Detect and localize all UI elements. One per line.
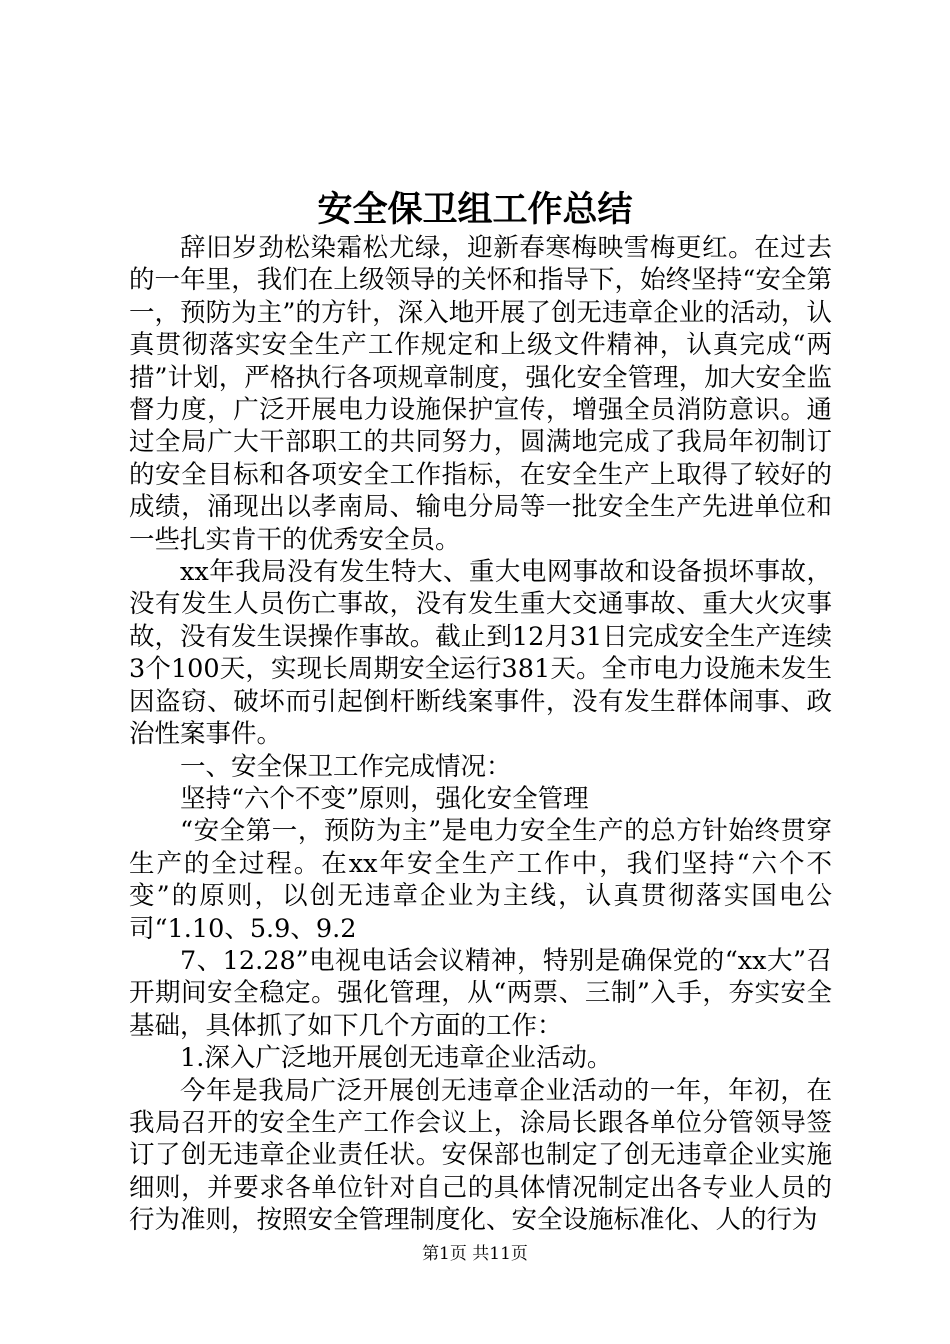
paragraph-safety-first: “安全第一，预防为主”是电力安全生产的总方针始终贯穿生产的全过程。在xx年安全生产工作中，我们坚持“六个不变”的原则，以创无违章企业为主线，认真贯彻落实国电公司“1.10、5.9、9.2 <box>129 816 832 944</box>
document-body <box>129 232 832 1237</box>
paragraph-intro: 辞旧岁劲松染霜松尤绿，迎新春寒梅映雪梅更红。在过去的一年里，我们在上级领导的关怀和指导下，始终坚持“安全第一，预防为主”的方针，深入地开展了创无违章企业的活动，认真贯彻落实安全生产工作规定和上级文件精神，认真完成“两措”计划，严格执行各项规章制度，强化安全管理，加大安全监督力度，广泛开展电力设施保护宣传，增强全员消防意识。通过全局广大干部职工的共同努力，圆满地完成了我局年初制订的安全目标和各项安全工作指标，在安全生产上取得了较好的成绩，涌现出以孝南局、输电分局等一批安全生产先进单位和一些扎实肯干的优秀安全员。 <box>129 233 832 555</box>
list-item-1: 1.深入广泛地开展创无违章企业活动。 <box>180 1043 613 1074</box>
paragraph-safety-record: xx年我局没有发生特大、重大电网事故和设备损坏事故，没有发生人员伤亡事故，没有发生重大交通事故、重大火灾事故，没有发生误操作事故。截止到12月31日完成安全生产连续3个100天，实现长周期安全运行381天。全市电力设施未发生因盗窃、破坏而引起倒杆断线案事件，没有发生群体闹事、政治性案事件。 <box>129 557 832 750</box>
paragraph-no-violation: 今年是我局广泛开展创无违章企业活动的一年，年初，在我局召开的安全生产工作会议上，涂局长跟各单位分管领导签订了创无违章企业责任状。安保部也制定了创无违章企业实施细则，并要求各单位针对自己的具体情况制定出各专业人员的行为准则，按照安全管理制度化、安全设施标准化、人的行为 <box>129 1075 832 1236</box>
paragraph-meeting-spirit: 7、12.28”电视电话会议精神，特别是确保党的“xx大”召开期间安全稳定。强化管理，从“两票、三制”入手，夯实安全基础，具体抓了如下几个方面的工作： <box>129 945 832 1041</box>
document-title: 安全保卫组工作总结 <box>317 189 633 230</box>
section-heading-1: 一、安全保卫工作完成情况： <box>180 751 512 782</box>
subheading-six-unchanged: 坚持“六个不变”原则，强化安全管理 <box>180 783 589 814</box>
page-footer: 第1页 共11页 <box>422 1244 528 1264</box>
